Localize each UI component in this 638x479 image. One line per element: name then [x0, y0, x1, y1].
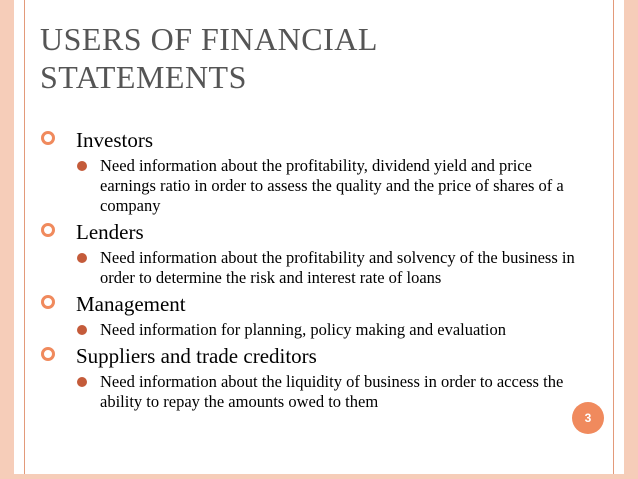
list-item-investors: [38, 128, 578, 216]
right-frame-bar: [624, 0, 638, 479]
slide-title: USERS OF FINANCIAL STATEMENTS: [40, 21, 377, 95]
dot-bullet-icon: [77, 161, 87, 171]
bottom-frame-bar: [0, 474, 638, 479]
list-item-lenders: [38, 220, 578, 288]
left-frame-rule: [24, 0, 25, 479]
bullet-level-1: [38, 292, 578, 316]
bullet-label: Suppliers and trade creditors: [76, 344, 317, 368]
bullet-label: Investors: [76, 128, 153, 152]
bullet-detail: Need information for planning, policy making and evaluation: [100, 320, 506, 339]
dot-bullet-icon: [77, 377, 87, 387]
bullet-detail: Need information about the profitability, dividend yield and price earnings ratio in order to assess the quality and the price of shares of a company: [100, 156, 564, 215]
ring-bullet-icon: [41, 223, 55, 237]
bullet-level-1: [38, 128, 578, 152]
bullet-detail: Need information about the liquidity of business in order to access the ability to repay the amounts owed to them: [100, 372, 564, 411]
bullet-level-2: [38, 372, 578, 412]
left-frame-bar: [0, 0, 14, 479]
list-item-suppliers: [38, 344, 578, 412]
bullet-level-1: [38, 220, 578, 244]
list-item-management: [38, 292, 578, 340]
right-frame-rule: [613, 0, 614, 479]
ring-bullet-icon: [41, 295, 55, 309]
ring-bullet-icon: [41, 347, 55, 361]
dot-bullet-icon: [77, 325, 87, 335]
bullet-list: [38, 128, 578, 416]
ring-bullet-icon: [41, 131, 55, 145]
bullet-label: Management: [76, 292, 186, 316]
bullet-level-2: [38, 320, 578, 340]
bullet-level-2: [38, 248, 578, 288]
bullet-level-2: [38, 156, 578, 216]
dot-bullet-icon: [77, 253, 87, 263]
bullet-detail: Need information about the profitability and solvency of the business in order to determine the risk and interest rate of loans: [100, 248, 575, 287]
bullet-label: Lenders: [76, 220, 144, 244]
page-number-badge: 3: [572, 402, 604, 434]
bullet-level-1: [38, 344, 578, 368]
